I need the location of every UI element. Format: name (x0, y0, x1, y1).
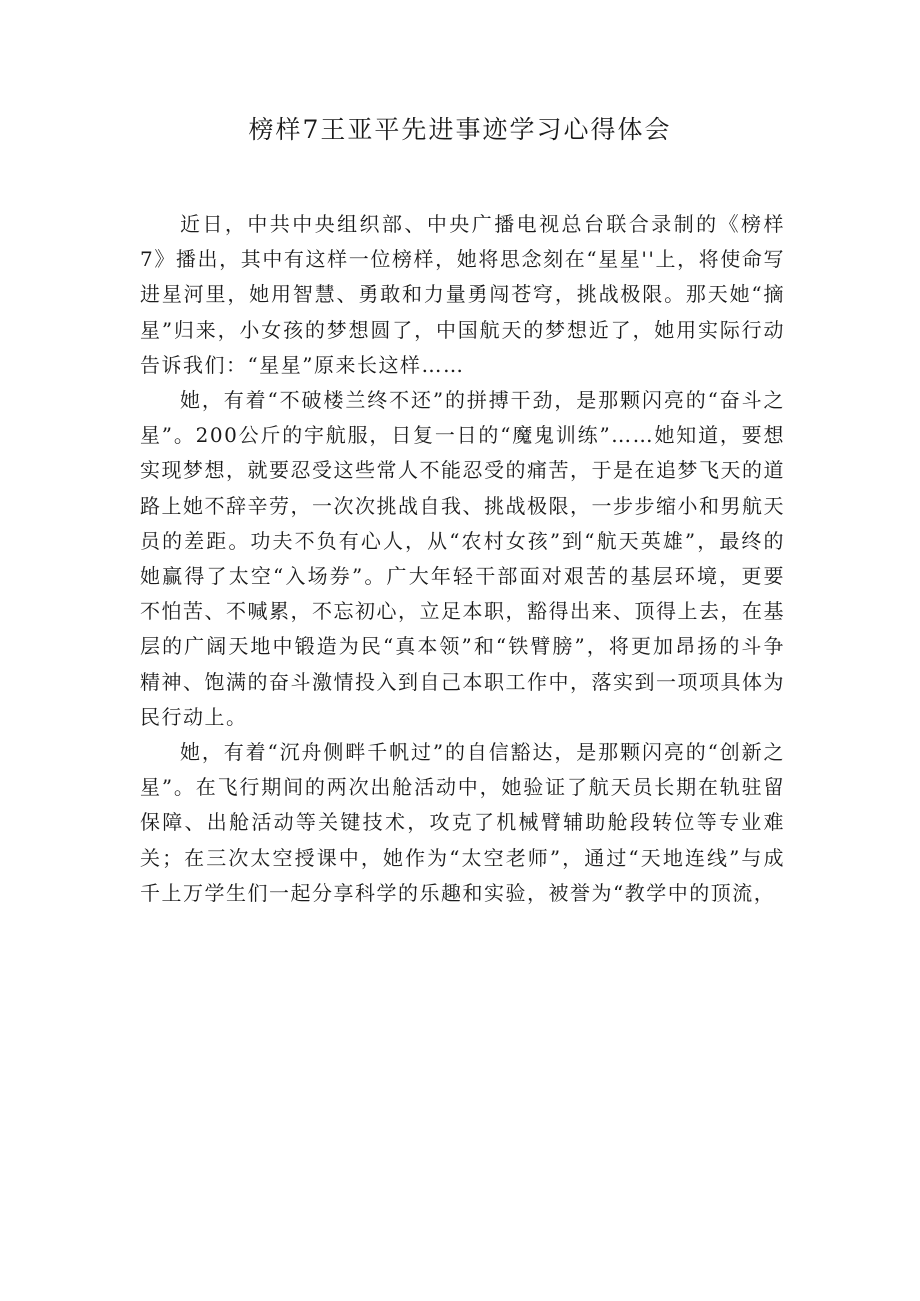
paragraph-innovation-star: 她，有着“沉舟侧畔千帆过”的自信豁达，是那颗闪亮的“创新之星”。在飞行期间的两次出舱活动中，她验证了航天员长期在轨驻留保障、出舱活动等关键技术，攻克了机械臂辅助舱段转位等专业难关；在三次太空授课中，她作为“太空老师”，通过“天地连线”与成千上万学生们一起分享科学的乐趣和实验，被誉为“教学中的顶流， (140, 740, 785, 905)
document-title: 榜样7王亚平先进事迹学习心得体会 (248, 115, 672, 144)
paragraph-intro: 近日，中共中央组织部、中央广播电视总台联合录制的《榜样7》播出，其中有这样一位榜样，她将思念刻在“星星''上，将使命写进星河里，她用智慧、勇敢和力量勇闯苍穹，挑战极限。那天她“摘星”归来，小女孩的梦想圆了，中国航天的梦想近了，她用实际行动告诉我们：“星星”原来长这样…… (140, 212, 785, 377)
paragraph-struggle-star: 她，有着“不破楼兰终不还”的拼搏干劲，是那颗闪亮的“奋斗之星”。200公斤的宇航服，日复一日的“魔鬼训练”……她知道，要想实现梦想，就要忍受这些常人不能忍受的痛苦，于是在追梦飞天的道路上她不辞辛劳，一次次挑战自我、挑战极限，一步步缩小和男航天员的差距。功夫不负有心人，从“农村女孩”到“航天英雄”，最终的她赢得了太空“入场券”。广大年轻干部面对艰苦的基层环境，更要不怕苦、不喊累，不忘初心，立足本职，豁得出来、顶得上去，在基层的广阔天地中锻造为民“真本领”和“铁臂膀”，将更加昂扬的斗争精神、饱满的奋斗激情投入到自己本职工作中，落实到一项项具体为民行动上。 (140, 388, 785, 729)
document-body (140, 207, 785, 911)
